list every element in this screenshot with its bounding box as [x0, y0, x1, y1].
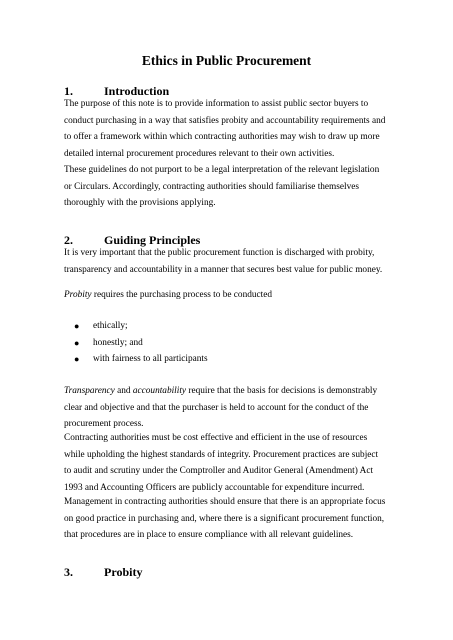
list-item-text: ethically;	[93, 321, 128, 331]
paragraph-principles-intro	[64, 245, 390, 278]
document-title: Ethics in Public Procurement	[141, 53, 312, 68]
text-line: transparency and accountability in a manner that secures best value for public money.	[64, 264, 383, 275]
text-line: that procedures are in place to ensure compliance with all relevant guidelines.	[64, 530, 354, 541]
paragraph-transparency	[64, 383, 390, 433]
text-line	[64, 383, 390, 400]
text-line: conduct purchasing in a way that satisfies probity and accountability requirements and	[64, 115, 386, 126]
text-line: Contracting authorities must be cost effective and efficient in the use of resources	[64, 433, 368, 443]
paragraph-intro-guidelines	[64, 162, 390, 212]
text-line: Management in contracting authorities should ensure that there is an appropriate focus	[64, 497, 386, 507]
section-number: 2.	[64, 233, 73, 247]
text-line: thoroughly with the provisions applying.	[64, 198, 216, 209]
section-number: 1.	[64, 84, 73, 98]
text-line: on good practice in purchasing and, where there is a significant procurement function,	[64, 513, 385, 524]
text-span: requires the purchasing process to be conducted	[91, 290, 273, 300]
paragraph-management	[64, 494, 390, 544]
list-item	[64, 351, 390, 368]
bullet-icon: ●	[74, 354, 80, 365]
text-line: detailed internal procurement procedures relevant to their own activities.	[64, 148, 335, 159]
text-line: These guidelines do not purport to be a legal interpretation of the relevant legislation	[64, 165, 380, 175]
list-item	[64, 335, 390, 352]
list-item	[64, 318, 390, 335]
text-span: require that the basis for decisions is demonstrably	[186, 386, 378, 396]
term-probity: Probity	[64, 290, 92, 300]
text-line: procurement process.	[64, 419, 144, 430]
text-line: clear and objective and that the purchaser is held to account for the conduct of the	[64, 402, 369, 413]
paragraph-cost-effective	[64, 430, 390, 496]
section-title: Introduction	[104, 84, 170, 98]
text-line: to offer a framework within which contracting authorities may wish to draw up more	[64, 132, 380, 143]
bullet-icon: ●	[74, 337, 80, 348]
bullet-icon: ●	[74, 321, 80, 331]
term-accountability: accountability	[132, 386, 187, 396]
section-title: Guiding Principles	[104, 233, 201, 247]
text-line: or Circulars. Accordingly, contracting authorities should familiarise themselves	[64, 181, 360, 192]
section-heading-probity	[64, 565, 142, 580]
text-line: It is very important that the public procurement function is discharged with probity,	[64, 248, 375, 258]
term-transparency: Transparency	[64, 386, 115, 396]
list-item-text: honestly; and	[93, 337, 143, 348]
section-number: 3.	[64, 565, 73, 579]
text-line: while upholding the highest standards of integrity. Procurement practices are subject	[64, 449, 379, 460]
paragraph-intro-purpose	[64, 96, 390, 162]
text-line: to audit and scrutiny under the Comptroller and Auditor General (Amendment) Act	[64, 466, 374, 477]
section-title: Probity	[104, 565, 143, 579]
list-item-text: with fairness to all participants	[93, 354, 208, 365]
text-line: The purpose of this note is to provide information to assist public sector buyers to	[64, 99, 369, 109]
text-line: 1993 and Accounting Officers are publicly accountable for expenditure incurred.	[64, 482, 365, 493]
paragraph-probity	[64, 287, 390, 304]
probity-bullet-list	[64, 318, 390, 368]
text-span: and	[114, 386, 133, 396]
